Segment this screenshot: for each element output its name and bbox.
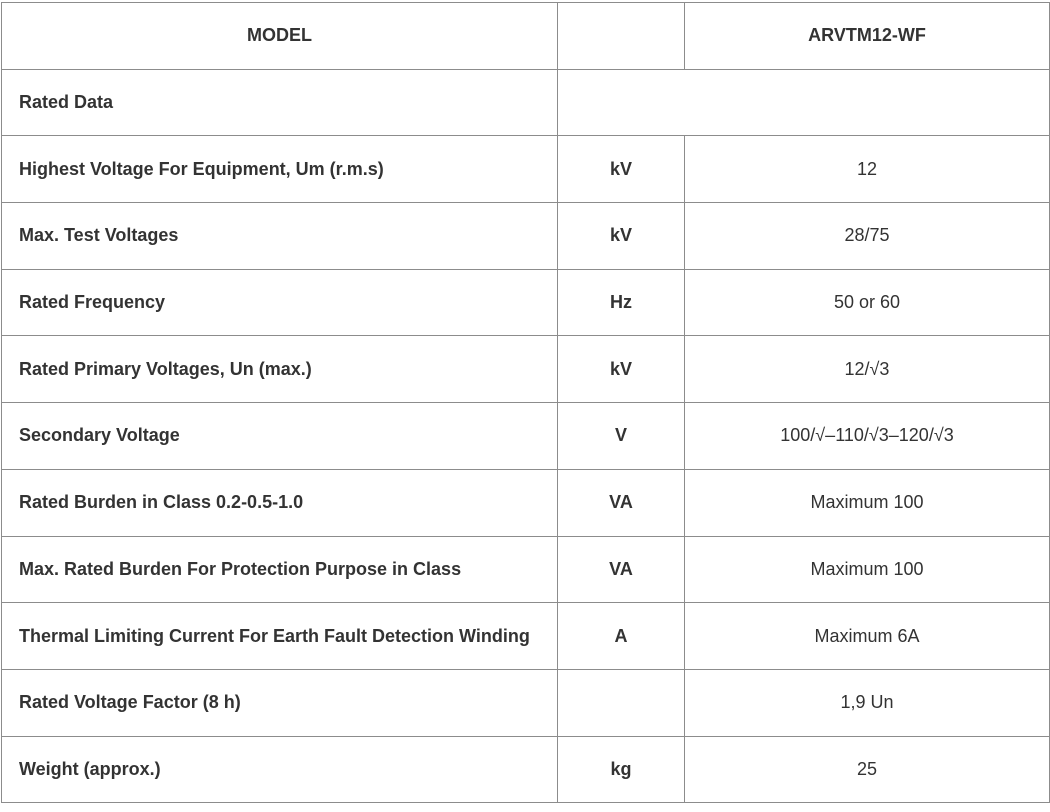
table-row [2,536,1050,603]
param-cell: Max. Test Voltages [2,203,558,270]
table-row [2,469,1050,536]
unit-cell: Hz [558,269,685,336]
table-row [2,269,1050,336]
value-cell: 100/√–110/√3–120/√3 [685,403,1050,470]
unit-header [558,3,685,70]
param-cell: Highest Voltage For Equipment, Um (r.m.s) [2,136,558,203]
unit-cell: VA [558,469,685,536]
table-row [2,669,1050,736]
section-row [2,69,1050,136]
model-value-header: ARVTM12-WF [685,3,1050,70]
value-cell: 1,9 Un [685,669,1050,736]
param-cell: Rated Voltage Factor (8 h) [2,669,558,736]
value-cell: Maximum 100 [685,469,1050,536]
table-row [2,603,1050,670]
value-cell: 12 [685,136,1050,203]
table-row [2,403,1050,470]
section-title: Rated Data [2,69,558,136]
value-cell: 25 [685,736,1050,803]
value-cell: 28/75 [685,203,1050,270]
table-row [2,136,1050,203]
unit-cell: VA [558,536,685,603]
param-cell: Rated Primary Voltages, Un (max.) [2,336,558,403]
unit-cell: kV [558,136,685,203]
param-cell: Secondary Voltage [2,403,558,470]
value-cell: Maximum 6A [685,603,1050,670]
unit-cell: kV [558,203,685,270]
unit-cell: V [558,403,685,470]
unit-cell [558,669,685,736]
param-cell: Max. Rated Burden For Protection Purpose in Class [2,536,558,603]
param-cell: Thermal Limiting Current For Earth Fault Detection Winding [2,603,558,670]
value-cell: Maximum 100 [685,536,1050,603]
param-cell: Rated Frequency [2,269,558,336]
table-row [2,203,1050,270]
unit-cell: A [558,603,685,670]
value-cell: 50 or 60 [685,269,1050,336]
section-empty-cell [558,69,1050,136]
model-header: MODEL [2,3,558,70]
value-cell: 12/√3 [685,336,1050,403]
param-cell: Rated Burden in Class 0.2-0.5-1.0 [2,469,558,536]
param-cell: Weight (approx.) [2,736,558,803]
unit-cell: kV [558,336,685,403]
table-row [2,736,1050,803]
spec-table [1,2,1050,803]
unit-cell: kg [558,736,685,803]
table-row [2,336,1050,403]
table-header-row [2,3,1050,70]
